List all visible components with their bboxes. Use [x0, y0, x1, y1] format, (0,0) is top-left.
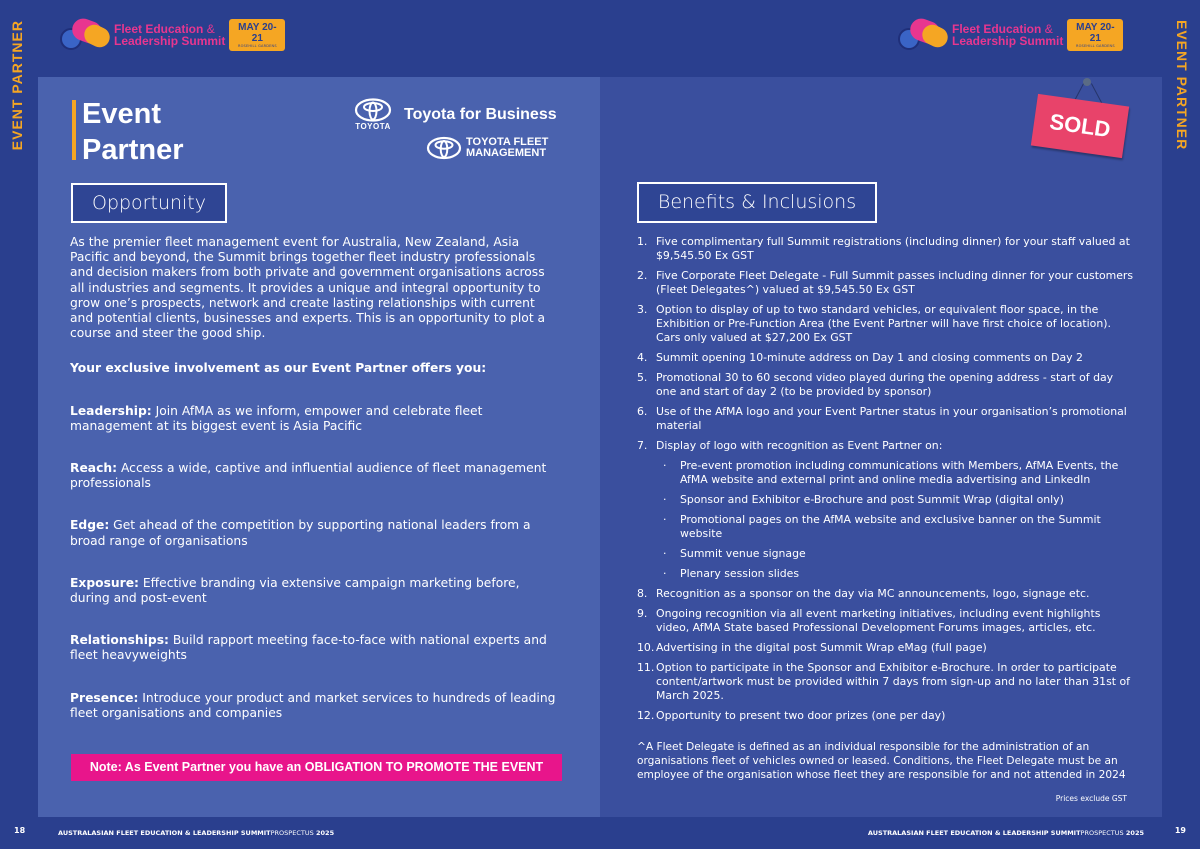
intro-paragraph: As the premier fleet management event for Australia, New Zealand, Asia Pacific and beyond, the Summit brings together fleet industry professionals and decision makers from both private and government organisations across all industries and segments. It provides a unique and integral opportunity to grow one’s prospects, network and create lasting relationships with current and potential clients, businesses and experts. This is an opportunity to plot a course and steer the good ship.: [70, 235, 546, 341]
left-footer: [38, 817, 600, 849]
benefit-item: 10. Advertising in the digital post Summit Wrap eMag (full page): [637, 641, 987, 654]
benefits-heading: Benefits & Inclusions: [637, 182, 877, 223]
benefit-item: 6. Use of the AfMA logo and your Event Partner status in your organisation’s promotional material: [637, 405, 1127, 432]
toyota-fleet-logo: TOYOTA FLEET MANAGEMENT: [426, 136, 548, 160]
left-side-bar: [0, 0, 38, 849]
sign-pin-icon: [1083, 78, 1091, 86]
offer-item: Edge: Get ahead of the competition by supporting national leaders from a broad range of organisations: [70, 518, 531, 548]
benefits-list: [637, 235, 1134, 729]
benefit-item: 12. Opportunity to present two door prizes (one per day): [637, 709, 946, 722]
summit-logo-right: [896, 18, 1123, 52]
summit-logo-mark: [896, 18, 950, 52]
benefit-item: 2. Five Corporate Fleet Delegate - Full Summit passes including dinner for your customers (Fleet Delegates^) valued at $9,545.50 Ex GST: [637, 269, 1134, 296]
benefit-item: 9. Ongoing recognition via all event marketing initiatives, including event highlights video, AfMA State based Professional Development Forums images, articles, etc.: [637, 607, 1101, 634]
summit-logo-text: Fleet Education & Leadership Summit: [952, 22, 1064, 48]
sub-item: · Pre-event promotion including communications with Members, AfMA Events, the AfMA website and external print and online media advertising and LinkedIn: [656, 459, 1134, 487]
sub-item: · Plenary session slides: [656, 567, 1134, 581]
offer-item: Leadership: Join AfMA as we inform, empower and celebrate fleet management at its biggest event is Asia Pacific: [70, 403, 483, 433]
right-footer: [600, 817, 1162, 849]
summit-logo-text: Fleet Education & Leadership Summit: [114, 22, 226, 48]
benefit-item: 5. Promotional 30 to 60 second video played during the opening address - start of day one and start of day 2 (to be provided by sponsor): [637, 371, 1114, 398]
right-header: [600, 0, 1162, 77]
right-page-number: 19: [1174, 826, 1186, 835]
right-side-label: EVENT PARTNER: [1174, 20, 1190, 151]
benefit-item: 1. Five complimentary full Summit registrations (including dinner) for your staff valued at $9,545.50 Ex GST: [637, 235, 1130, 262]
benefit-item: 3. Option to display of up to two standard vehicles, or equivalent floor space, in the Exhibition or Pre-Function Area (the Event Partner will have first choice of location). Cars only valued at $27,200 Ex GST: [637, 303, 1111, 344]
sub-item: · Sponsor and Exhibitor e-Brochure and post Summit Wrap (digital only): [656, 493, 1134, 507]
benefit-item: 8. Recognition as a sponsor on the day via MC announcements, logo, signage etc.: [637, 587, 1090, 600]
offer-item: Relationships: Build rapport meeting face-to-face with national experts and fleet heavyweights: [70, 633, 547, 663]
offer-item: Presence: Introduce your product and market services to hundreds of leading fleet organisations and companies: [70, 690, 556, 720]
toyota-for-business: Toyota for Business: [404, 106, 557, 123]
summit-logo-left: [58, 18, 285, 52]
sub-item: · Summit venue signage: [656, 547, 1134, 561]
toyota-emblem: TOYOTA: [352, 98, 394, 131]
page-title: Event Partner: [82, 98, 184, 166]
sub-item: · Promotional pages on the AfMA website and exclusive banner on the Summit website: [656, 513, 1134, 541]
left-page-number: 18: [14, 826, 26, 835]
logo-recognition-sublist: [656, 459, 1134, 581]
title-accent-bar: [72, 100, 76, 160]
opportunity-heading: Opportunity: [71, 183, 227, 223]
toyota-emblem-icon: [354, 98, 392, 122]
obligation-note: Note: As Event Partner you have an OBLIGATION TO PROMOTE THE EVENT: [71, 754, 562, 781]
right-side-bar: [1162, 0, 1200, 849]
prices-note: Prices exclude GST: [1055, 794, 1127, 803]
sold-sign: SOLD: [1031, 94, 1129, 158]
benefit-item: 11. Option to participate in the Sponsor and Exhibitor e-Brochure. In order to participate content/artwork must be provided within 7 days from sign-up and no later than 31st of March 2025.: [637, 661, 1131, 702]
benefit-item: 7. Display of logo with recognition as Event Partner on: · Pre-event promotion including communications with Members, AfMA Events, the AfMA website and external print and online media advertising and LinkedIn · Sponsor and Exhibitor e-Brochure and post Summit Wrap (digital only) · Promotional pages on the AfMA website and exclusive banner on the Summit website · Summit venue signage · Plenary session slides: [637, 439, 1134, 581]
footer-title: AUSTRALASIAN FLEET EDUCATION & LEADERSHIP SUMMITPROSPECTUS 2025: [867, 829, 1144, 837]
offer-item: Reach: Access a wide, captive and influential audience of fleet management professionals: [70, 461, 547, 491]
offer-lead: Your exclusive involvement as our Event Partner offers you:: [70, 361, 487, 376]
offer-item: Exposure: Effective branding via extensive campaign marketing before, during and post-event: [70, 575, 520, 606]
sponsor-logos: [352, 98, 564, 164]
benefit-item: 4. Summit opening 10-minute address on Day 1 and closing comments on Day 2: [637, 351, 1083, 364]
left-side-label: EVENT PARTNER: [9, 20, 25, 151]
summit-logo-mark: [58, 18, 112, 52]
left-header: [38, 0, 600, 77]
footer-title: AUSTRALASIAN FLEET EDUCATION & LEADERSHIP SUMMITPROSPECTUS 2025: [58, 829, 335, 837]
toyota-fleet-emblem-icon: [426, 136, 462, 160]
fleet-delegate-footnote: ^A Fleet Delegate is defined as an individual responsible for the administration of an organisations fleet of vehicles owned or leased. Conditions, the Fleet Delegate must be an employee of the organisation whose fleet they are responsible for and not attended in 2024: [637, 741, 1126, 781]
summit-date-badge: MAY 20-21 ROSEHILL GARDENS: [229, 19, 285, 51]
opportunity-body: [70, 235, 560, 748]
summit-date-badge: MAY 20-21 ROSEHILL GARDENS: [1067, 19, 1123, 51]
